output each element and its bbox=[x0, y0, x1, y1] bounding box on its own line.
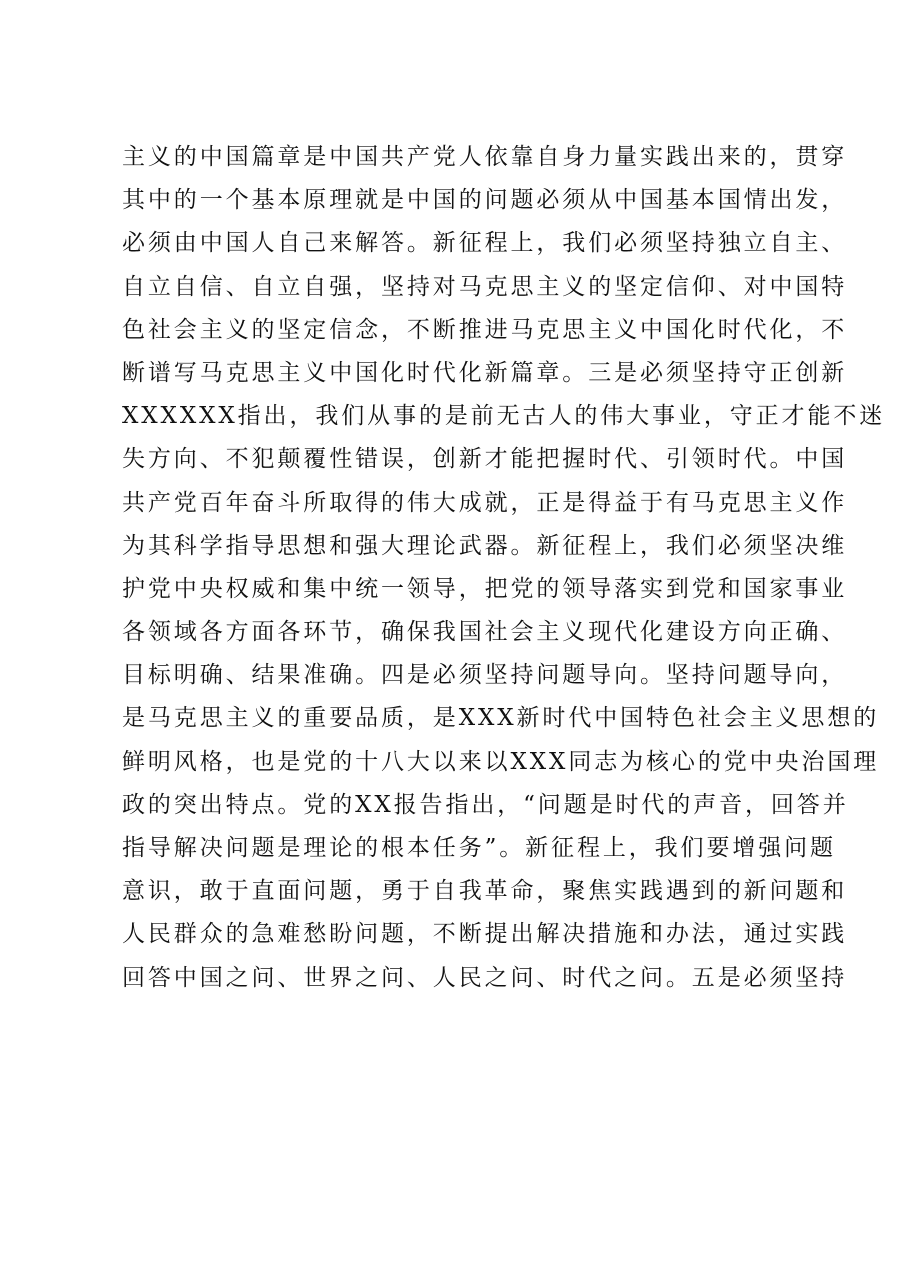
text-line: 鲜明风格，也是党的十八大以来以XXX同志为核心的党中央治国理 bbox=[122, 748, 880, 775]
text-line: 政的突出特点。党的XX报告指出，“问题是时代的声音，回答并 bbox=[122, 791, 849, 818]
text-line: 是马克思主义的重要品质，是XXX新时代中国特色社会主义思想的 bbox=[122, 705, 880, 732]
text-line: 色社会主义的坚定信念，不断推进马克思主义中国化时代化，不 bbox=[122, 316, 848, 343]
text-line: 失方向、不犯颠覆性错误，创新才能把握时代、引领时代。中国 bbox=[122, 446, 848, 473]
text-line: 回答中国之问、世界之问、人民之问、时代之问。五是必须坚持 bbox=[122, 964, 848, 991]
text-line: XXXXXX指出，我们从事的是前无古人的伟大事业，守正才能不迷 bbox=[122, 403, 886, 430]
text-line: 各领域各方面各环节，确保我国社会主义现代化建设方向正确、 bbox=[122, 619, 848, 646]
text-line: 目标明确、结果准确。四是必须坚持问题导向。坚持问题导向， bbox=[122, 662, 848, 689]
text-line: 为其科学指导思想和强大理论武器。新征程上，我们必须坚决维 bbox=[122, 532, 848, 559]
text-line: 人民群众的急难愁盼问题，不断提出解决措施和办法，通过实践 bbox=[122, 921, 848, 948]
text-line: 自立自信、自立自强，坚持对马克思主义的坚定信仰、对中国特 bbox=[122, 273, 848, 300]
text-line: 共产党百年奋斗所取得的伟大成就，正是得益于有马克思主义作 bbox=[122, 489, 848, 516]
text-line: 护党中央权威和集中统一领导，把党的领导落实到党和国家事业 bbox=[122, 575, 848, 602]
text-line: 意识，敢于直面问题，勇于自我革命，聚焦实践遇到的新问题和 bbox=[122, 878, 848, 905]
body-text bbox=[122, 136, 886, 1000]
text-line: 主义的中国篇章是中国共产党人依靠自身力量实践出来的，贯穿 bbox=[122, 144, 848, 170]
text-line: 断谱写马克思主义中国化时代化新篇章。三是必须坚持守正创新 bbox=[122, 359, 848, 386]
text-line: 必须由中国人自己来解答。新征程上，我们必须坚持独立自主、 bbox=[122, 230, 848, 257]
text-line: 指导解决问题是理论的根本任务”。新征程上，我们要增强问题 bbox=[122, 835, 836, 861]
text-line: 其中的一个基本原理就是中国的问题必须从中国基本国情出发， bbox=[122, 187, 848, 214]
